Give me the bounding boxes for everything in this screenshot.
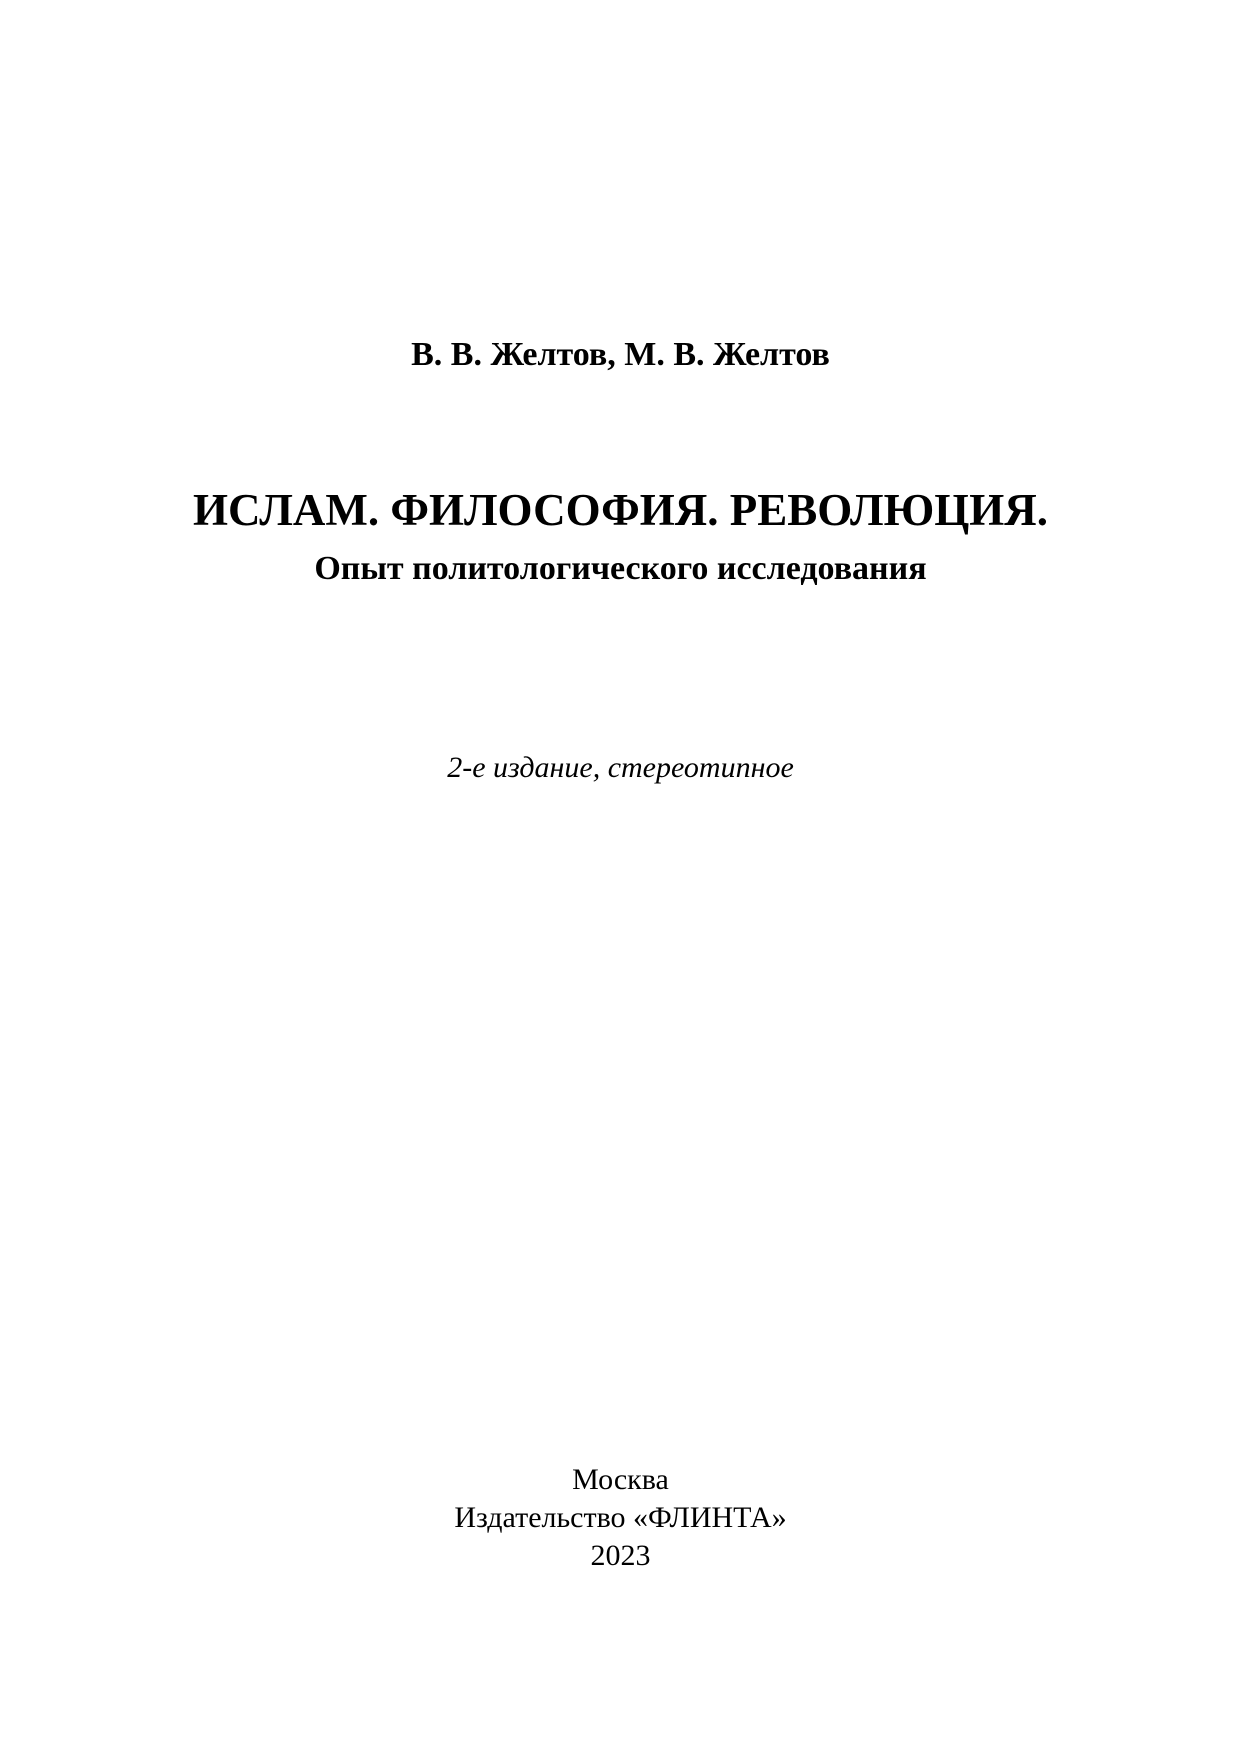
- book-title: ИСЛАМ. ФИЛОСОФИЯ. РЕВОЛЮЦИЯ.: [192, 485, 1049, 535]
- imprint-year: 2023: [590, 1539, 651, 1572]
- authors: В. В. Желтов, М. В. Желтов: [411, 336, 830, 373]
- imprint-city: Москва: [572, 1463, 669, 1496]
- edition-note: 2-е издание, стереотипное: [447, 751, 794, 784]
- imprint: [0, 1461, 1241, 1575]
- book-subtitle: Опыт политологического исследования: [314, 550, 927, 587]
- imprint-publisher: Издательство «ФЛИНТА»: [454, 1501, 787, 1534]
